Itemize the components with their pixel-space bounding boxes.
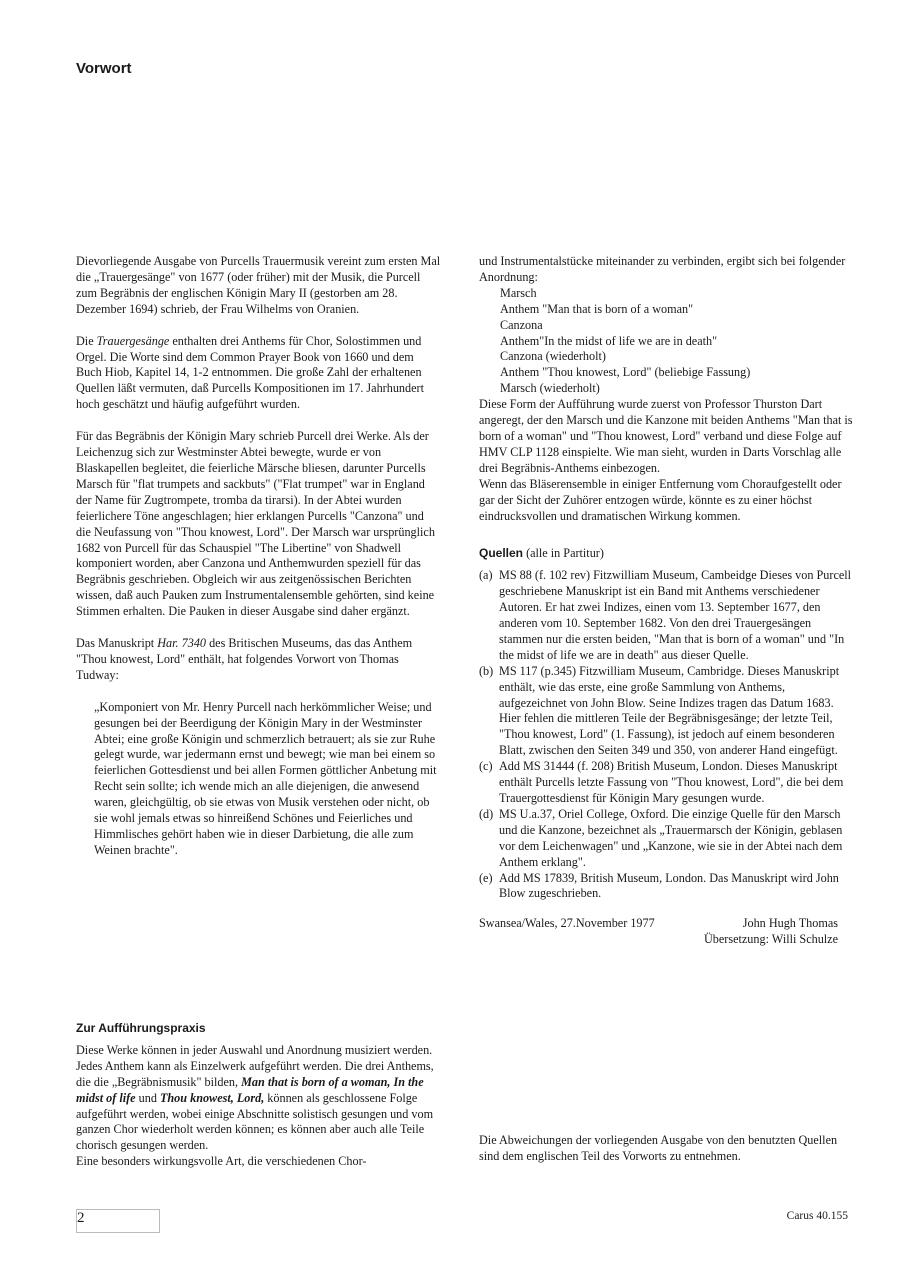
list-item: Anthem"In the midst of life we are in death" xyxy=(500,333,718,348)
source-item: (b) MS 117 (p.345) Fitzwilliam Museum, Cambridge. Dieses Manuskript enthält, wie das erste, eine große Sammlung von Anthems, aufgezeichnet von John Blow. Seine Indizes tragen das Datum 1683. Hier fehlen die mittleren Teile der Begräbnisgesänge; der letzte Teil, "Thou knowest, Lord" (1. Fassung), ist jedoch auf einem besonderen Blatt, zwischen den Seiten 349 und 350, von anderer Hand eingefügt. xyxy=(479,663,840,758)
catalog-number: Carus 40.155 xyxy=(786,1210,848,1222)
source-item: (a) MS 88 (f. 102 rev) Fitzwilliam Museum, Cambeidge Dieses von Purcell geschriebene Manuskript ist ein Band mit Anthems verschiedener Autoren. Er hat zwei Indizes, einen vom 13. September 1677, den anderen vom 10. September 1682. Von den drei Trauergesängen stammen nur die ersten beiden, "Man that is born of a woman" und "In the midst of life we are in death" aus dieser Quelle. xyxy=(479,568,852,662)
page-number-box xyxy=(76,1209,160,1233)
list-item: Canzona xyxy=(500,317,543,332)
performance-paragraph-2: Eine besonders wirkungsvolle Art, die verschiedenen Chor- xyxy=(76,1154,367,1169)
translator-credit: Übersetzung: Willi Schulze xyxy=(704,932,838,947)
tudway-quote: „Komponiert von Mr. Henry Purcell nach herkömmlicher Weise; und gesungen bei der Beerdigung der Königin Mary in der Westminster Abtei; eine große Königin und schmerzlich betrauert; als sie zur Ruhe gelegt wurde, war jedermann ernst und bewegt; wie man bei einem so feierlichen Gottesdienst und bei allen Formen göttlicher Anbetung mit Recht sein sollte; ich wende mich an alle diejenigen, die anwesend waren, gleichgültig, ob sie etwas von Musik verstehen oder nicht, ob sie wohl jemals etwas so hinreißend Schönes und Feierliches und Himmlisches gehört haben wie in dieser Darbietung, die alle zum Weinen brachte". xyxy=(94,699,437,857)
list-item: Anthem "Thou knowest, Lord" (beliebige Fassung) xyxy=(500,365,751,380)
signature-line xyxy=(479,916,854,932)
list-item: Marsch (wiederholt) xyxy=(500,381,600,396)
list-item: Anthem "Man that is born of a woman" xyxy=(500,301,694,316)
arrangement-list xyxy=(500,286,854,397)
performance-section xyxy=(76,1021,441,1170)
right-column xyxy=(479,254,854,948)
performance-heading: Zur Aufführungspraxis xyxy=(76,1021,206,1035)
trauergesaenge-paragraph: Die Trauergesänge enthalten drei Anthems für Chor, Solostimmen und Orgel. Die Worte sind dem Common Prayer Book von 1660 und dem Buch Hiob, Kapitel 14, 1-2 entnommen. Die große Zahl der erhaltenen Quellen läßt vermuten, daß Purcells Kompositionen im 17. Jahrhundert hoch geschätzt und häufig aufgeführt wurden. xyxy=(76,333,424,412)
sources-heading: Quellen (alle in Partitur) xyxy=(479,546,604,561)
ensemble-paragraph: Wenn das Bläserensemble in einiger Entfernung vom Choraufgestellt oder gar der Sicht der Zuhörer entzogen würde, könnte es zu einer höchst eindrucksvollen und dramatischen Wirkung kommen. xyxy=(479,476,842,523)
intro-paragraph: Dievorliegende Ausgabe von Purcells Trauermusik vereint zum ersten Mal die „Trauergesänge" von 1677 (oder früher) mit der Musik, die Purcell zum Begräbnis der englischen Königin Mary II (gestorben am 28. Dezember 1694) schrieb, der Frau Wilhelms von Oranien. xyxy=(76,254,441,316)
source-item: (d) MS U.a.37, Oriel College, Oxford. Die einzige Quelle für den Marsch und die Kanzone, bezeichnet als „Trauermarsch der Königin, geblasen vor dem Leichenwagen" und „Kanzone, wie sie in der Abtei nach dem Anthem erklang". xyxy=(479,806,843,869)
author-name: John Hugh Thomas xyxy=(742,916,838,931)
place-date: Swansea/Wales, 27.November 1977 xyxy=(479,916,655,931)
page-title: Vorwort xyxy=(76,60,132,77)
source-item: (c) Add MS 31444 (f. 208) British Museum, London. Dieses Manuskript enthält Purcells letzte Fassung von "Thou knowest, Lord", die bei dem Trauergottesdienst für Königin Mary gesungen wurde. xyxy=(479,759,844,805)
left-column xyxy=(76,254,441,875)
funeral-paragraph: Für das Begräbnis der Königin Mary schrieb Purcell drei Werke. Als der Leichenzug sich zur Westminster Abtei bewegte, wurde er von Blaskapellen begleitet, die feierliche Märsche bliesen, darunter Purcells Marsch für "flat trumpets and sackbuts" ("Flat trumpet" war in England der Name für Zugtrompete, tromba da tirarsi). In der Abtei wurden feierlichere Töne angeschlagen; hier erklangen Purcells "Canzona" und die Neufassung von "Thou knowest, Lord". Der Marsch war ursprünglich 1682 von Purcell für das Schauspiel "The Libertine" von Shadwell komponiert worden, aber Canzona und Anthemwurden speziell für das Begräbnis geschrieben. Obgleich wir aus zeitgenössischen Berichten wissen, daß auch Pauken zum Instrumentalensemble gehörten, sind keine Stimmen erhalten. Die Pauken in dieser Ausgabe sind daher ergänzt. xyxy=(76,429,435,619)
list-item: Canzona (wiederholt) xyxy=(500,349,606,364)
arrangement-intro: und Instrumentalstücke miteinander zu verbinden, ergibt sich bei folgender Anordnung: xyxy=(479,254,846,284)
manuscript-paragraph: Das Manuskript Har. 7340 des Britischen Museums, das das Anthem "Thou knowest, Lord" enthält, hat folgendes Vorwort von Thomas Tudway: xyxy=(76,636,413,682)
source-item: (e) Add MS 17839, British Museum, London. Das Manuskript wird John Blow zugeschrieben. xyxy=(479,870,839,901)
deviation-note: Die Abweichungen der vorliegenden Ausgabe von den benutzten Quellen sind dem englischen Teil des Vorworts zu entnehmen. xyxy=(479,1133,838,1163)
performance-paragraph: Diese Werke können in jeder Auswahl und Anordnung musiziert werden. Jedes Anthem kann als Einzelwerk aufgeführt werden. Die drei Anthems, die die „Begräbnismusik" bilden, Man that is born of a woman, In the midst of life und Thou knowest, Lord, können als geschlossene Folge aufgeführt werden, wobei einige Abschnitte solistisch gesungen und vom ganzen Chor wiederholt werden können; es können aber auch alle Teile chorisch gesungen werden. xyxy=(76,1042,434,1153)
dart-paragraph: Diese Form der Aufführung wurde zuerst von Professor Thurston Dart angeregt, der den Marsch und die Kanzone mit beiden Anthems "Man that is born of a woman" und "Thou knowest, Lord" verband und diese Folge auf HMV CLP 1128 einspielte. Wie man sieht, wurden in Darts Vorschlag alle drei Begräbnis-Anthems einbezogen. xyxy=(479,397,853,475)
list-item: Marsch xyxy=(500,285,537,300)
page-number: 2 xyxy=(77,1210,85,1226)
